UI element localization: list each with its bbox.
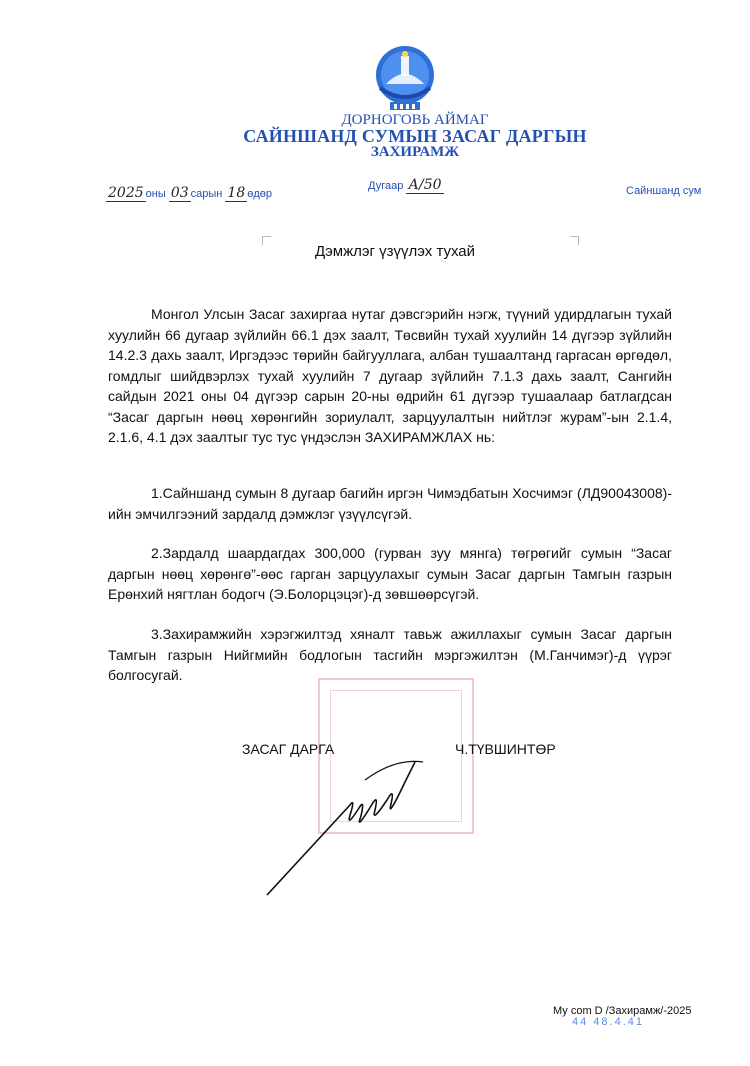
footer-stamp-number: 44 48.4.41 <box>572 1016 644 1028</box>
number-value: А/50 <box>408 177 442 193</box>
document-date <box>106 185 272 201</box>
header-office: САЙНШАНД СУМЫН ЗАСАГ ДАРГЫН <box>243 126 587 146</box>
body-paragraph-2: 2.Зардалд шаардагдах 300,000 (гурван зуу мянга) төгрөгийг сумын “Засаг даргын нөөц хөрөнгө”-өөс гарган зарцуулахыг сумын Засаг даргын Тамгын газрын Ерөнхий нягтлан бодогч (Э.Болорцэцэг)-д зөвшөөрсүгэй. <box>108 545 672 602</box>
date-day-suffix: өдөр <box>247 188 273 200</box>
signatory-name: Ч.ТҮВШИНТӨР <box>455 741 556 757</box>
footer-reference: Му com D /Захирамж/-2025 <box>553 1005 692 1017</box>
number-label: Дугаар <box>368 180 404 192</box>
date-month-suffix: сарын <box>190 188 223 200</box>
body-paragraph-1: 1.Сайншанд сумын 8 дугаар багийн иргэн Чимэдбатын Хосчимэг (ЛД90043008)-ийн эмчилгээний зардалд дэмжлэг үзүүлсүгэй. <box>108 485 672 522</box>
body-paragraph-3: 3.Захирамжийн хэрэгжилтэд хяналт тавьж ажиллахыг сумын Засаг даргын Тамгын газрын Нийгмийн бодлогын тасгийн мэргэжилтэн (М.Ганчимэг)-д үүрэг болгосугай. <box>108 626 672 683</box>
state-emblem-icon <box>372 44 438 114</box>
signatory-title: ЗАСАГ ДАРГА <box>242 741 335 757</box>
header-doc-type: ЗАХИРАМЖ <box>370 144 460 160</box>
header-aimag: ДОРНОГОВЬ АЙМАГ <box>341 112 489 128</box>
document-number <box>368 177 444 193</box>
date-month: 03 <box>170 185 189 201</box>
subject-title: Дэмжлэг үзүүлэх тухай <box>314 243 476 260</box>
date-day: 18 <box>227 185 246 201</box>
handwritten-signature <box>255 720 455 910</box>
document-place: Сайншанд сум <box>626 185 702 197</box>
date-year: 2025 <box>108 185 144 201</box>
date-year-suffix: оны <box>145 188 166 200</box>
body-paragraph-preamble: Монгол Улсын Засаг захиргаа нутаг дэвсгэрийн нэгж, түүний удирдлагын тухай хуулийн 66 дугаар зүйлийн 66.1 дэх заалт, Төсвийн тухай хуулийн 14 дүгээр зүйлийн 14.2.3 дахь заалт, Иргэдээс төрийн байгууллага, албан тушаалтанд гаргасан өргөдөл, гомдлыг шийдвэрлэх тухай хуулийн 7 дугаар зүйлийн 7.1.3 дахь заалт, Сангийн сайдын 2021 оны 04 дүгээр сарын 20-ны өдрийн 61 дүгээр тушаалаар батлагдсан “Засаг даргын нөөц хөрөнгийн зориулалт, зарцуулалтын нийтлэг журам”-ын 2.1.4, 2.1.6, 4.1 дэх заалтыг тус тус үндэслэн ЗАХИРАМЖЛАХ нь: <box>108 306 672 445</box>
